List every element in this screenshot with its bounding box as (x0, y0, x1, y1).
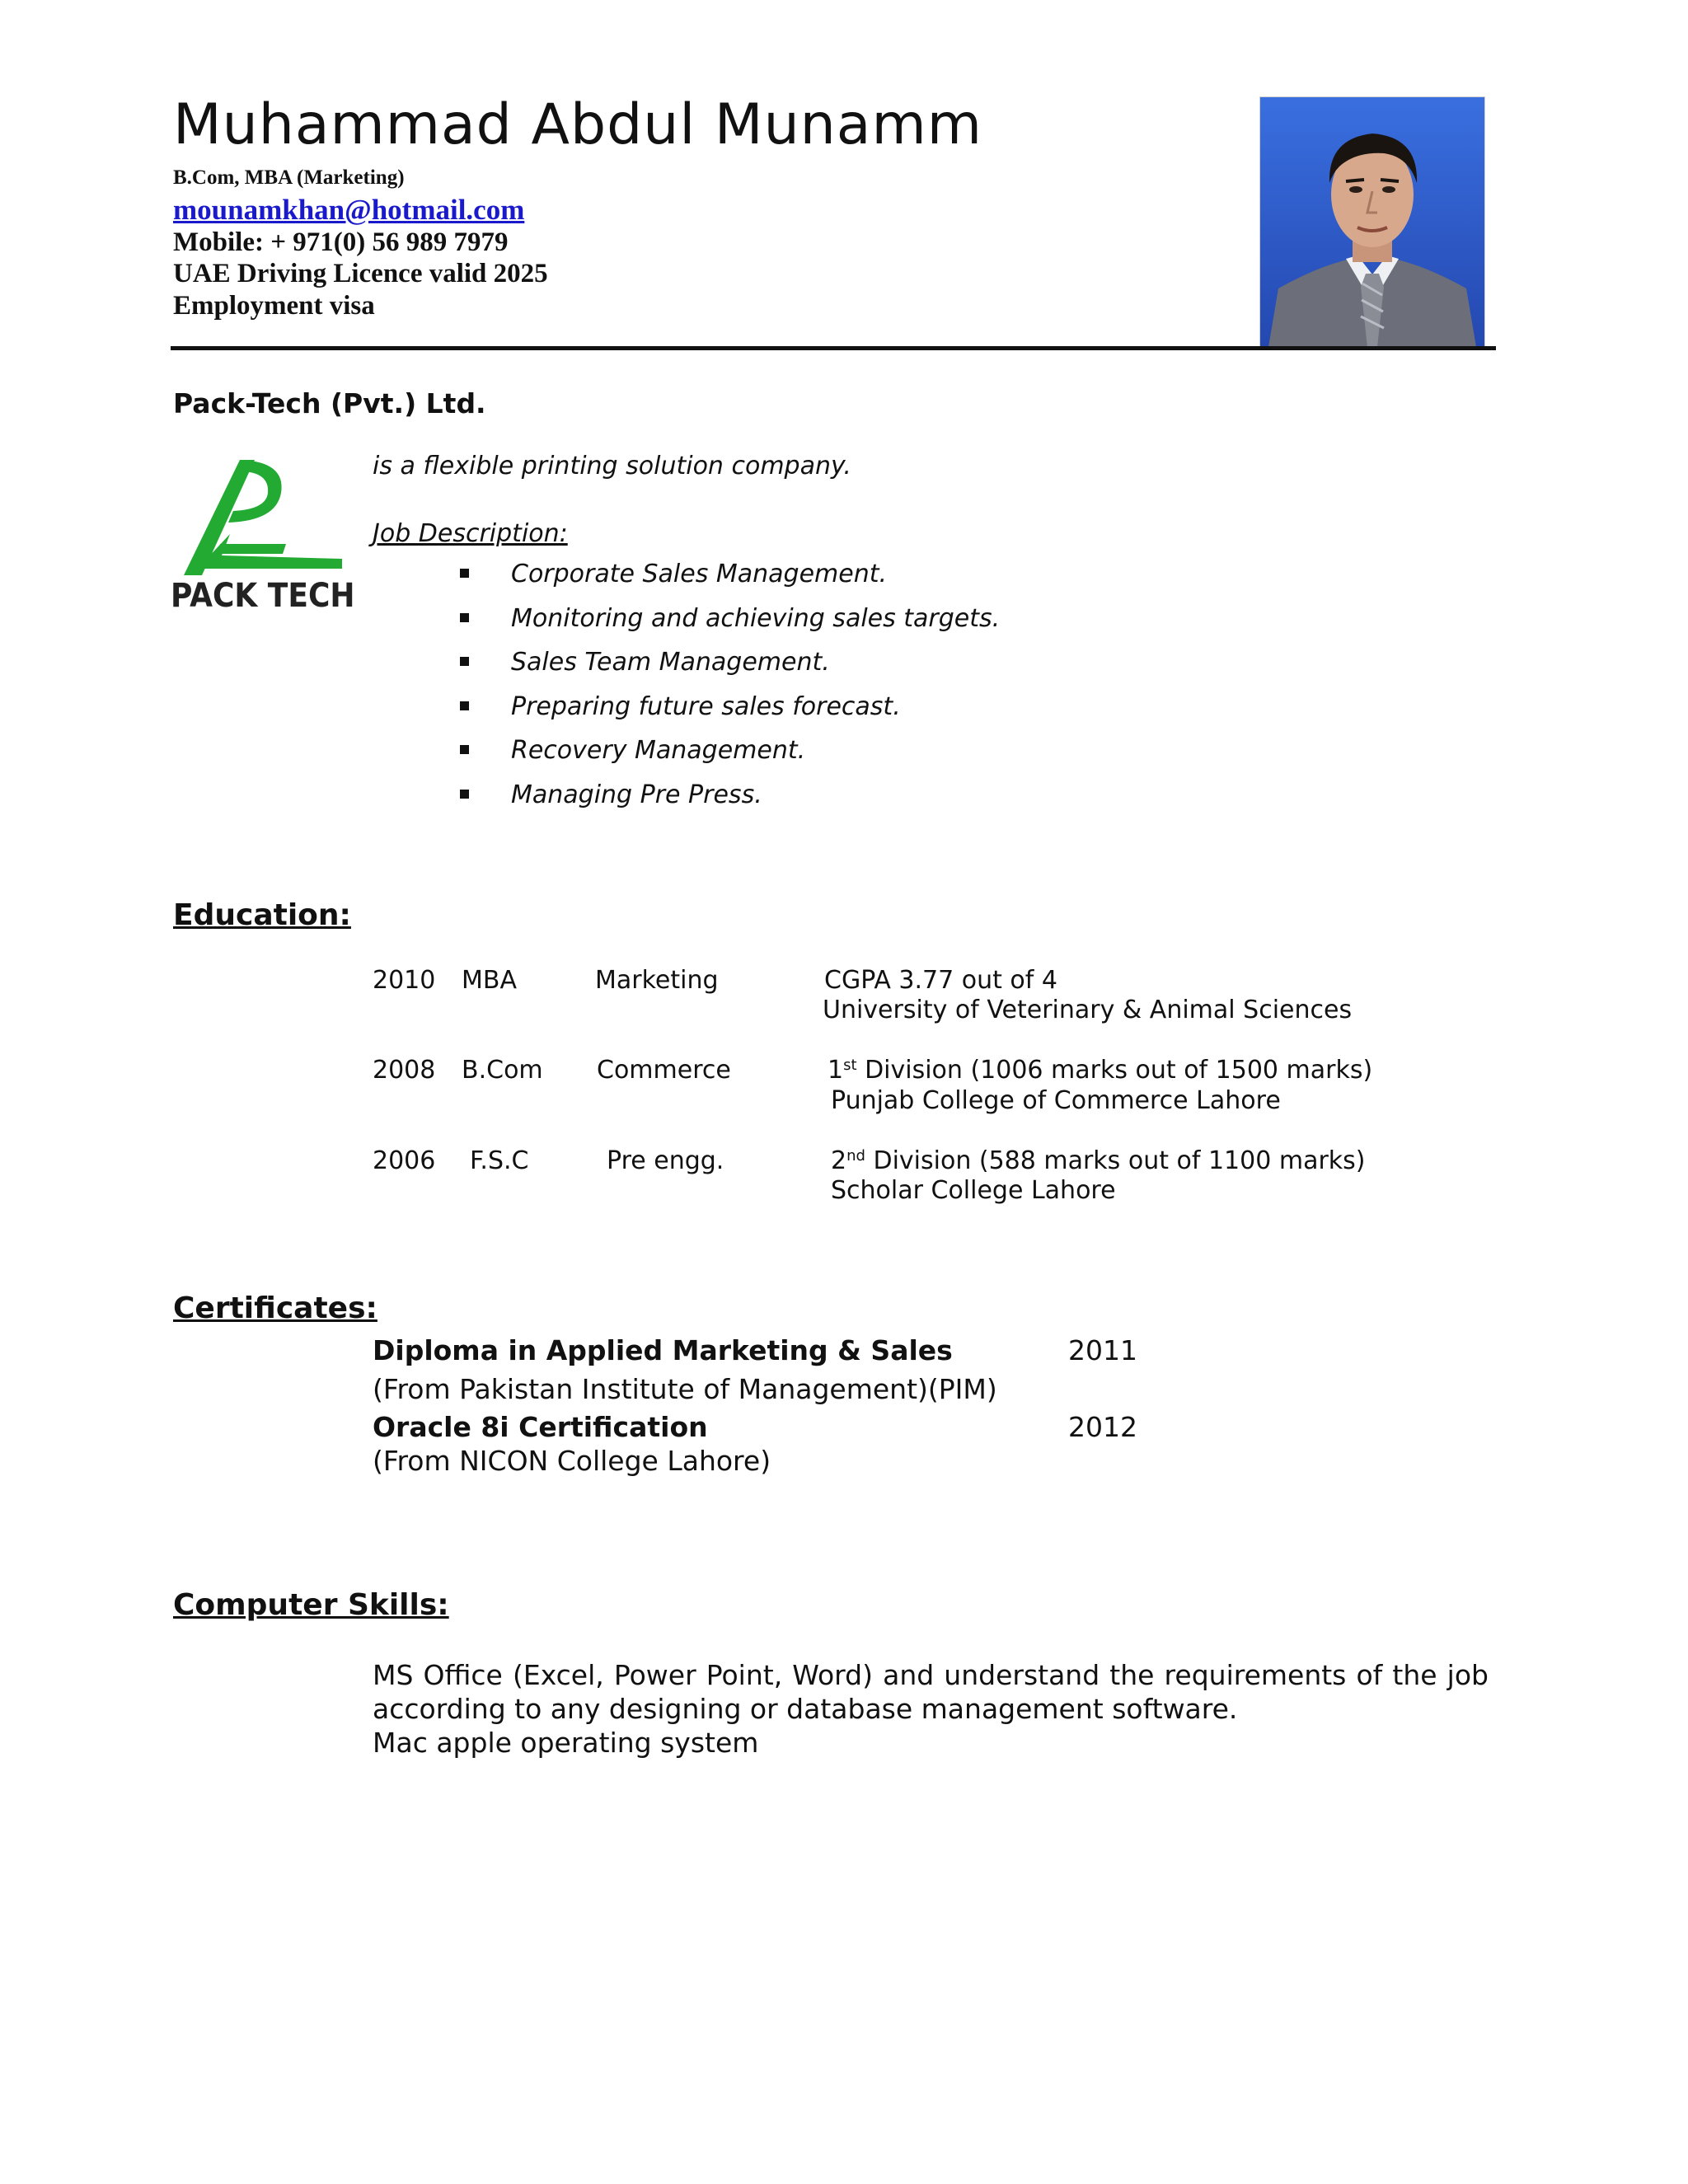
visa-status: Employment visa (173, 291, 375, 321)
education-year: 2008 (373, 1056, 436, 1085)
education-field: Commerce (597, 1056, 731, 1085)
certificate-year: 2012 (1068, 1411, 1137, 1443)
education-field: Pre engg. (607, 1146, 724, 1175)
logo-text: PACK TECH (171, 577, 355, 615)
certificate-source: (From Pakistan Institute of Management)(PIM) (373, 1373, 997, 1405)
candidate-name: Muhammad Abdul Munamm (173, 92, 982, 157)
certificate-year: 2011 (1068, 1334, 1137, 1366)
person-portrait-icon (1260, 97, 1484, 347)
list-item: Monitoring and achieving sales targets. (457, 605, 1000, 649)
certificates-heading: Certificates: (173, 1291, 377, 1325)
list-item: Sales Team Management. (457, 649, 1000, 693)
header-divider (171, 346, 1496, 350)
education-degree: F.S.C (470, 1146, 529, 1175)
driving-licence: UAE Driving Licence valid 2025 (173, 259, 548, 288)
computer-skills-heading: Computer Skills: (173, 1588, 449, 1622)
list-item: Corporate Sales Management. (457, 560, 1000, 605)
education-field: Marketing (595, 966, 719, 995)
education-institution: Scholar College Lahore (831, 1176, 1116, 1205)
qualifications: B.Com, MBA (Marketing) (173, 166, 405, 189)
company-name: Pack-Tech (Pvt.) Ltd. (173, 387, 486, 419)
profile-photo (1259, 96, 1485, 348)
education-result: CGPA 3.77 out of 4 (824, 966, 1057, 995)
certificate-title: Diploma in Applied Marketing & Sales (373, 1334, 953, 1366)
education-degree: B.Com (462, 1056, 543, 1085)
education-heading: Education: (173, 898, 351, 932)
list-item: Recovery Management. (457, 737, 1000, 781)
job-description-label: Job Description: (373, 519, 568, 548)
education-institution: Punjab College of Commerce Lahore (831, 1086, 1281, 1115)
list-item: Managing Pre Press. (457, 781, 1000, 826)
email-link[interactable]: mounamkhan@hotmail.com (173, 194, 525, 226)
company-logo (169, 453, 355, 618)
company-tagline: is a flexible printing solution company. (373, 452, 851, 480)
list-item: Preparing future sales forecast. (457, 693, 1000, 738)
skills-line: Mac apple operating system (373, 1727, 759, 1759)
education-year: 2006 (373, 1146, 436, 1175)
certificate-source: (From NICON College Lahore) (373, 1445, 771, 1477)
certificate-title: Oracle 8i Certification (373, 1411, 708, 1443)
education-result: 1st Division (1006 marks out of 1500 marks) (828, 1056, 1373, 1085)
duties-list (457, 560, 1000, 825)
skills-line: MS Office (Excel, Power Point, Word) and understand the requirements of the job according to any designing or database management software. (373, 1659, 1489, 1725)
computer-skills-text (373, 1658, 1489, 1760)
education-degree: MBA (462, 966, 517, 995)
education-result: 2nd Division (588 marks out of 1100 marks) (831, 1146, 1366, 1175)
mobile-number: Mobile: + 971(0) 56 989 7979 (173, 227, 509, 257)
education-institution: University of Veterinary & Animal Sciences (823, 996, 1353, 1024)
education-year: 2010 (373, 966, 436, 995)
